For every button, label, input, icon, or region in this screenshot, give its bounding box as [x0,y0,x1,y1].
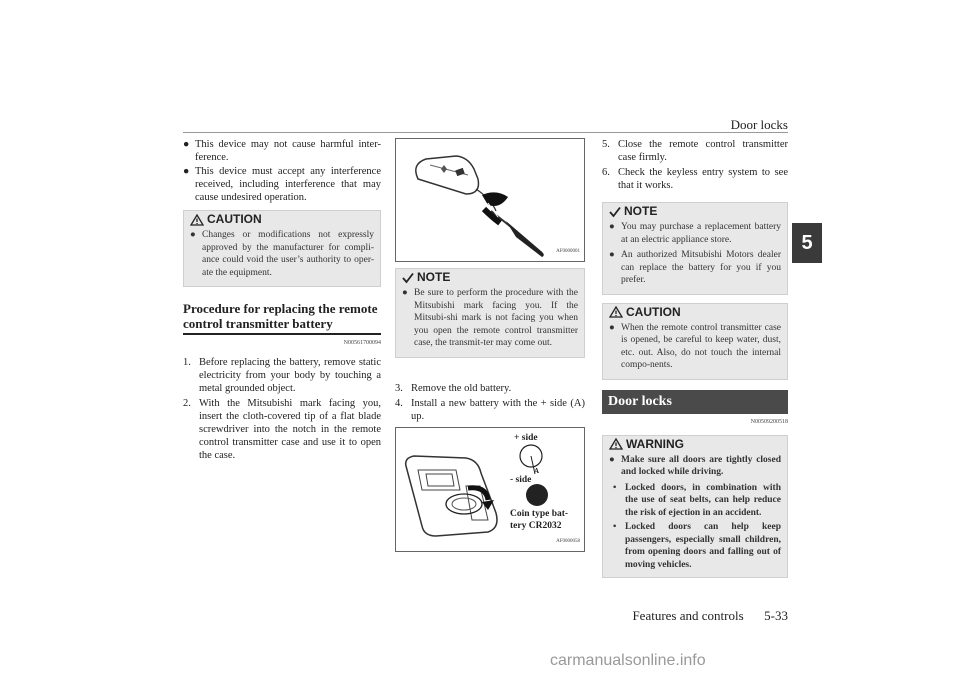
warning-label: WARNING [626,436,684,451]
sub-bullet-icon: • [613,522,617,532]
door-locks-heading: Door locks [602,390,788,414]
step-number: 1. [183,357,191,368]
step-text: Before replacing the battery, remove static electricity from your body by touching a metal grounded object. [199,357,381,394]
step-text: Check the keyless entry system to see that it works. [618,167,788,191]
figure-battery-install [395,427,585,552]
step-item [183,356,381,395]
remote-opening-illustration [396,139,584,261]
section-code: N00561700094 [343,340,381,346]
note-check-icon [609,206,621,218]
warning-header [609,438,781,451]
footer-page-number: 5-33 [764,608,788,623]
note-item [402,287,578,350]
figure-code: AF0000001 [556,249,580,254]
note-check-icon [402,272,414,284]
note-box [602,202,788,295]
note-box [395,268,585,358]
bullet-icon: ● [190,230,196,240]
minus-side-label: - side [510,474,532,485]
caution-box [602,303,788,380]
warning-box [602,435,788,579]
step-number: 3. [395,382,403,394]
warning-triangle-icon [609,438,623,450]
caution-item [190,229,374,279]
step-item [602,166,788,192]
bullet-icon: ● [609,222,615,232]
step-item [395,397,585,423]
column-2 [395,138,585,552]
chapter-tab: 5 [792,223,822,263]
note-label: NOTE [624,204,658,218]
caution-label: CAUTION [207,212,262,226]
bullet-text: This device may not cause harmful inter-ference. [195,139,381,163]
warning-sub-text: Locked doors, in combination with the use of seat belts, can help reduce the risk of ejection in an accident. [625,482,781,518]
note-label: NOTE [417,270,451,284]
caution-header [609,306,781,319]
step-text: Install a new battery with the + side (A) up. [411,397,585,422]
battery-type-label-line2: tery CR2032 [510,520,562,531]
note-header [402,271,578,284]
section-rule [183,333,381,335]
bullet-icon: ● [183,139,190,150]
warning-sub-item [613,521,781,571]
step-number: 4. [395,397,403,409]
warning-triangle-icon [609,306,623,318]
sub-bullet-icon: • [613,482,617,493]
battery-type-label-line1: Coin type bat- [510,508,569,519]
note-text: An authorized Mitsubishi Motors dealer can replace the battery for you if you prefer. [621,250,781,285]
warning-item [609,454,781,479]
figure-code: AF0000058 [556,538,580,544]
figure-opening-case [395,138,585,262]
page-footer [560,608,788,624]
battery-install-illustration [396,428,516,550]
bullet-icon: ● [609,322,615,333]
step-number: 5. [602,139,610,150]
caution-text: When the remote control transmitter case is opened, be careful to keep water, dust, etc. out. Also, do not touch the internal compo-nents. [621,322,781,370]
caution-header [190,213,374,226]
column-3 [602,138,788,586]
header-rule [183,132,788,133]
bullet-item [183,165,381,204]
step-text: With the Mitsubishi mark facing you, insert the cloth-covered tip of a flat blade screwdriver into the notch in the remote control transmitter case and use it to open the case. [199,398,381,461]
marker-a-label: A [534,466,540,475]
bullet-icon: ● [609,250,615,260]
caution-item [609,322,781,372]
step-item [602,138,788,164]
section-title: Procedure for replacing the remote control transmitter battery [183,301,378,331]
plus-side-label: + side [514,432,538,443]
warning-triangle-icon [190,214,204,226]
step-number: 6. [602,167,610,178]
step-text: Remove the old battery. [411,382,512,394]
step-item [183,397,381,462]
note-item [609,221,781,246]
bullet-item [183,138,381,164]
bullet-text: This device must accept any interference received, including interference that may cause undesired operation. [195,166,381,203]
bullet-icon: ● [183,166,190,177]
note-text: Be sure to perform the procedure with the Mitsubishi mark facing you. If the Mitsubi-shi mark is not facing you when you open the remote control transmitter case, the transmit-ter may come out. [414,288,578,348]
caution-box [183,210,381,287]
note-header [609,205,781,218]
warning-sub-item [613,482,781,520]
warning-sub-text: Locked doors can help keep passengers, especially small children, from opening doors and falling out of moving vehicles. [625,522,781,570]
footer-section: Features and controls [632,608,744,623]
note-text: You may purchase a replacement battery at an electric appliance store. [621,222,781,245]
section-code: N00509200518 [750,418,788,425]
warning-text: Make sure all doors are tightly closed and locked while driving. [621,454,781,477]
bullet-icon: ● [402,288,408,298]
step-number: 2. [183,398,191,409]
watermark: carmanualsonline.info [550,652,706,669]
step-item [395,382,585,395]
battery-minus-side-icon [524,482,550,508]
bullet-icon: ● [609,454,615,465]
page-header-title: Door locks [730,117,788,132]
note-item [609,249,781,287]
step-text: Close the remote control transmitter case firmly. [618,139,788,163]
caution-label: CAUTION [626,304,681,319]
column-1 [183,138,381,464]
caution-text: Changes or modifications not expressly approved by the manufacturer for compli-ance could void the user’s authority to oper-ate the equipment. [202,230,374,278]
